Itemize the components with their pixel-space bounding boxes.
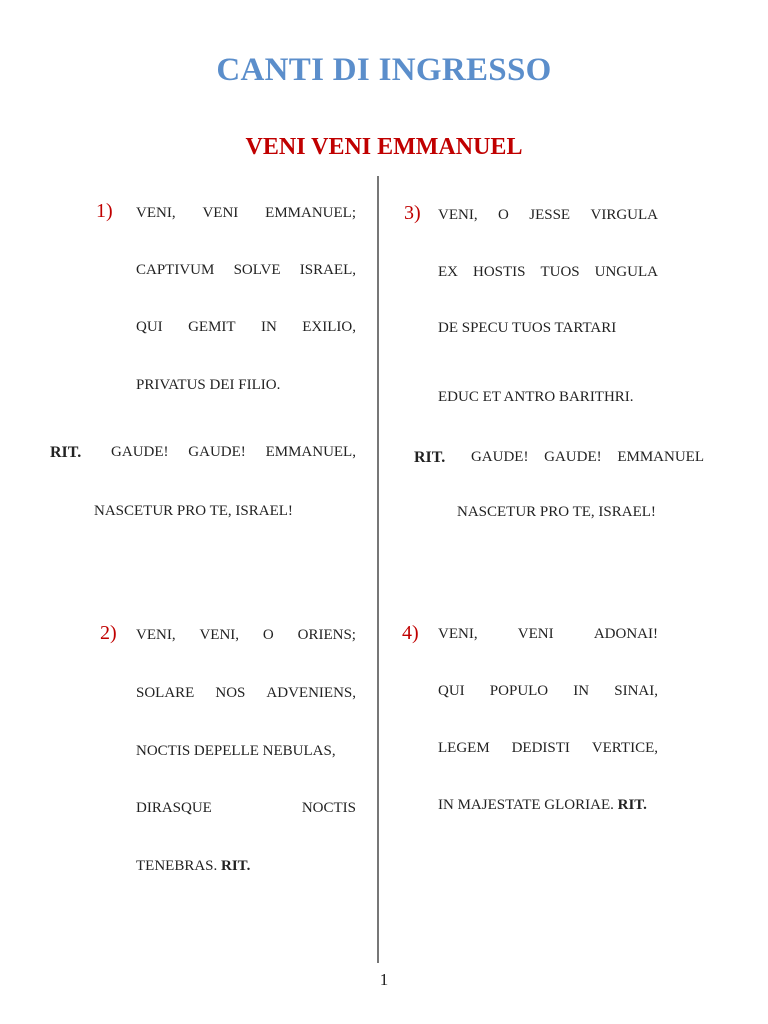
verse-number: 1) bbox=[96, 200, 113, 222]
verse-line: EX HOSTIS TUOS UNGULA bbox=[438, 264, 658, 280]
song-title: VENI VENI EMMANUEL bbox=[245, 134, 523, 160]
verse-line: NOCTIS DEPELLE NEBULAS, bbox=[136, 743, 336, 759]
verse-line: VENI, O JESSE VIRGULA bbox=[438, 207, 658, 223]
refrain-line: NASCETUR PRO TE, ISRAEL! bbox=[457, 504, 656, 520]
verse-line: VENI, VENI EMMANUEL; bbox=[136, 205, 356, 221]
verse-line: VENI, VENI, O ORIENS; bbox=[136, 627, 356, 643]
verse-line: DE SPECU TUOS TARTARI bbox=[438, 320, 617, 336]
refrain-label: RIT. bbox=[50, 444, 82, 461]
page-number: 1 bbox=[379, 970, 389, 989]
column-divider bbox=[377, 176, 379, 963]
verse-line: LEGEM DEDISTI VERTICE, bbox=[438, 740, 658, 756]
verse-line: IN MAJESTATE GLORIAE. RIT. bbox=[438, 797, 647, 813]
refrain-line: RIT. GAUDE! GAUDE! EMMANUEL bbox=[414, 449, 704, 466]
refrain-marker: RIT. bbox=[221, 858, 251, 874]
verse-number: 4) bbox=[402, 622, 419, 644]
verse-number: 2) bbox=[100, 622, 117, 644]
verse-line: CAPTIVUM SOLVE ISRAEL, bbox=[136, 262, 356, 278]
refrain-marker: RIT. bbox=[617, 797, 647, 813]
verse-line: VENI, VENI ADONAI! bbox=[438, 626, 658, 642]
refrain-line: NASCETUR PRO TE, ISRAEL! bbox=[94, 503, 293, 519]
verse-number: 3) bbox=[404, 202, 421, 224]
verse-line: PRIVATUS DEI FILIO. bbox=[136, 377, 281, 393]
verse-line: TENEBRAS. RIT. bbox=[136, 858, 251, 874]
page-title: CANTI DI INGRESSO bbox=[216, 52, 552, 88]
refrain-line: RIT. GAUDE! GAUDE! EMMANUEL, bbox=[50, 444, 356, 461]
verse-line: SOLARE NOS ADVENIENS, bbox=[136, 685, 356, 701]
verse-line: DIRASQUE NOCTIS bbox=[136, 800, 356, 816]
refrain-label: RIT. bbox=[414, 449, 446, 466]
verse-line: QUI GEMIT IN EXILIO, bbox=[136, 319, 356, 335]
verse-line: QUI POPULO IN SINAI, bbox=[438, 683, 658, 699]
verse-line: EDUC ET ANTRO BARITHRI. bbox=[438, 389, 634, 405]
